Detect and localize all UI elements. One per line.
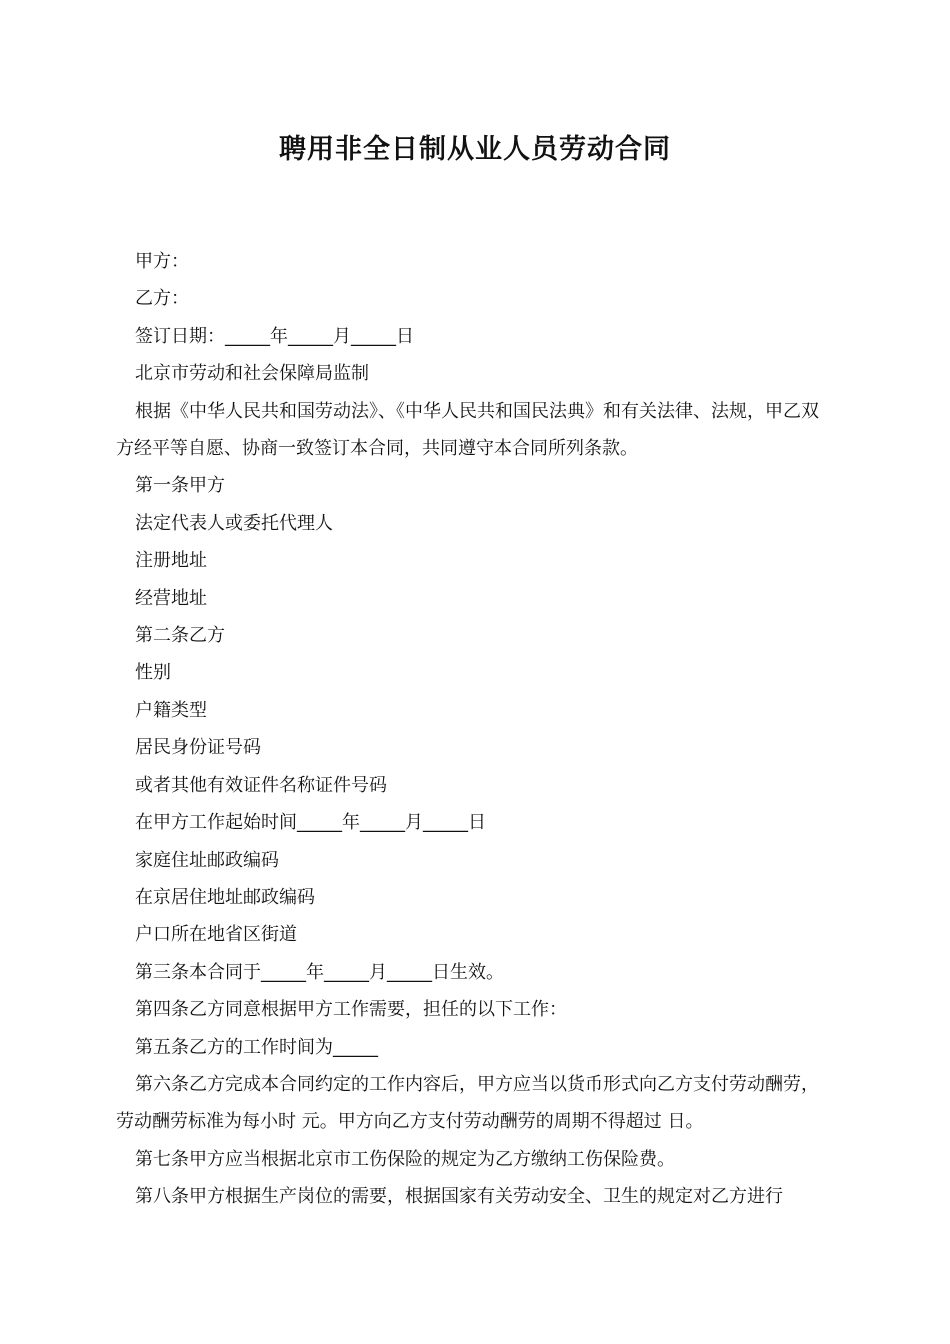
- article-2-heading: 第二条乙方: [135, 625, 225, 647]
- article-5-paragraph: 第五条乙方的工作时间为_____: [135, 1036, 378, 1058]
- legal-representative-line: 法定代表人或委托代理人: [135, 512, 333, 534]
- household-type-line: 户籍类型: [135, 699, 207, 721]
- business-address-line: 经营地址: [135, 587, 207, 609]
- registered-address-line: 注册地址: [135, 550, 207, 572]
- article-7-paragraph: 第七条甲方应当根据北京市工伤保险的规定为乙方缴纳工伤保险费。: [135, 1148, 675, 1170]
- hukou-location-line: 户口所在地省区街道: [135, 924, 297, 946]
- article-1-heading: 第一条甲方: [135, 475, 225, 497]
- party-b-line: 乙方：: [135, 288, 189, 310]
- document-body: [116, 243, 836, 1216]
- article-4-paragraph: 第四条乙方同意根据甲方工作需要，担任的以下工作：: [135, 999, 567, 1021]
- gender-line: 性别: [135, 662, 171, 684]
- article-6-paragraph: 第六条乙方完成本合同约定的工作内容后，甲方应当以货币形式向乙方支付劳动酬劳，劳动酬劳标准为每小时 元。甲方向乙方支付劳动酬劳的周期不得超过 日。: [116, 1073, 819, 1133]
- beijing-address-line: 在京居住地址邮政编码: [135, 886, 315, 908]
- party-a-line: 甲方：: [135, 251, 189, 272]
- signing-date-line: 签订日期：_____年_____月_____日: [135, 325, 414, 347]
- document-title: 聘用非全日制从业人员劳动合同: [279, 134, 671, 165]
- start-date-line: 在甲方工作起始时间_____年_____月_____日: [135, 812, 486, 834]
- article-8-paragraph: 第八条甲方根据生产岗位的需要，根据国家有关劳动安全、卫生的规定对乙方进行: [135, 1186, 783, 1208]
- article-3-paragraph: 第三条本合同于_____年_____月_____日生效。: [135, 961, 504, 983]
- supervisor-line: 北京市劳动和社会保障局监制: [135, 363, 369, 385]
- home-address-line: 家庭住址邮政编码: [135, 849, 279, 871]
- preamble-paragraph: 根据《中华人民共和国劳动法》、《中华人民共和国民法典》和有关法律、法规，甲乙双方经平等自愿、协商一致签订本合同，共同遵守本合同所列条款。: [116, 400, 819, 460]
- id-number-line: 居民身份证号码: [135, 737, 261, 759]
- other-id-line: 或者其他有效证件名称证件号码: [135, 774, 387, 796]
